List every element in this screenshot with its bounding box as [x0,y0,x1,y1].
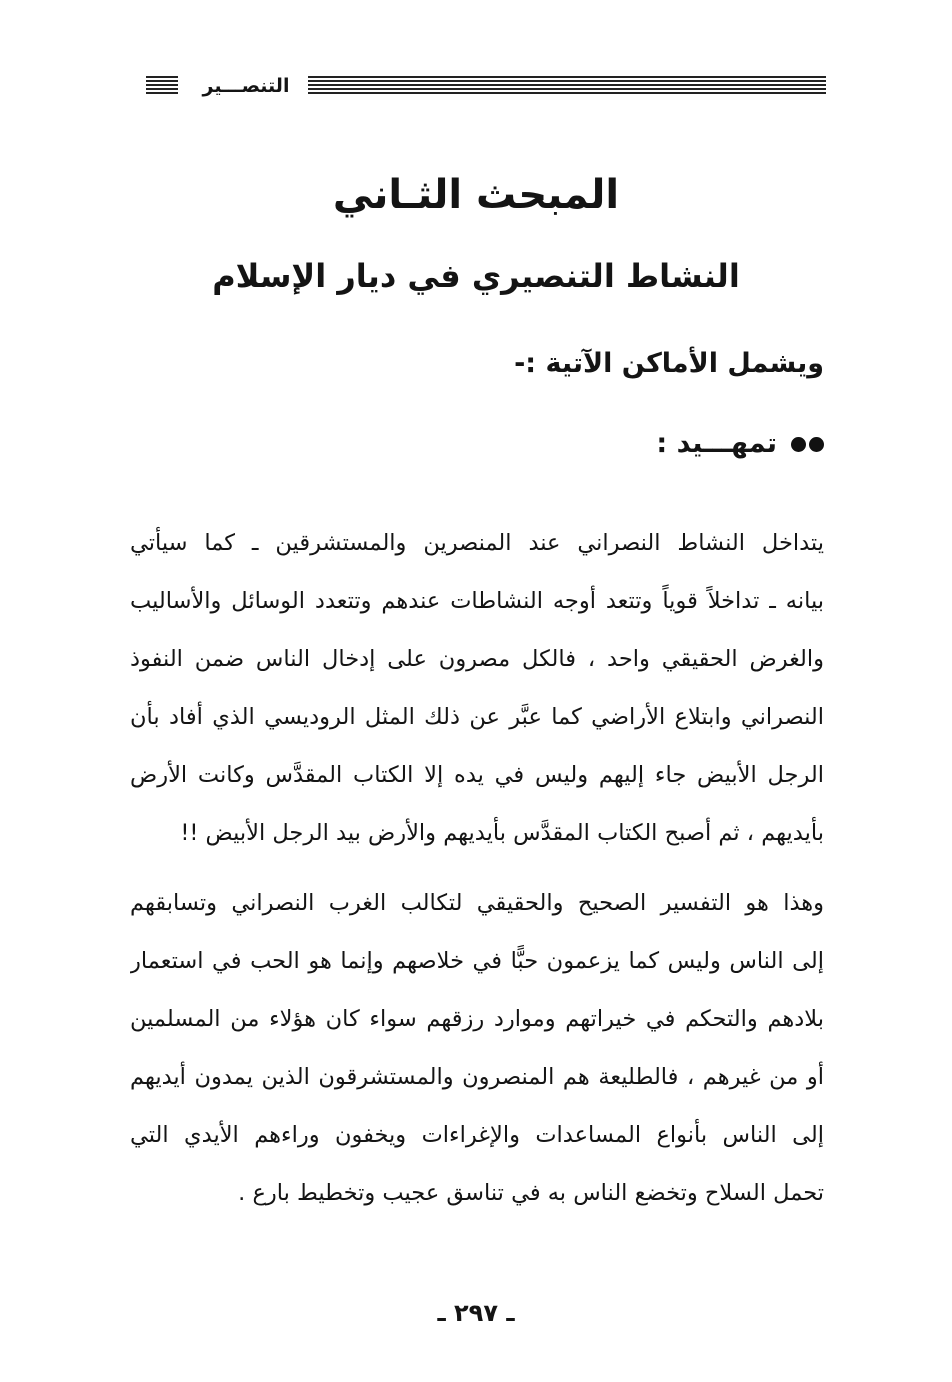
section-subtitle: النشاط التنصيري في ديار الإسلام [212,257,740,295]
paragraph-line: بأيديهم ، ثم أصبح الكتاب المقدَّس بأيديهم والأرض بيد الرجل الأبيض !! [180,820,824,846]
paragraph-line: وهذا هو التفسير الصحيح والحقيقي لتكالب الغرب النصراني وتسابقهم [130,890,824,916]
prelude-label: تمهـــيد : [656,428,777,459]
paragraph-line: إلى الناس بأنواع المساعدات والإغراءات ويخفون وراءهم الأيدي التي [130,1122,824,1148]
paragraph-line: تحمل السلاح وتخضع الناس به في تناسق عجيب وتخطيط بارع . [238,1180,824,1206]
intro-label: ويشمل الأماكن الآتية :- [514,348,824,379]
running-title: التنصـــير [202,75,290,97]
paragraph-line: والغرض الحقيقي واحد ، فالكل مصرون على إدخال الناس ضمن النفوذ [130,646,824,672]
paragraph-line: بيانه ـ تداخلاً قوياً وتتعد أوجه النشاطات عندهم وتتعدد الوسائل والأساليب [130,588,824,614]
paragraph-line: الرجل الأبيض جاء إليهم وليس في يده إلا الكتاب المقدَّس وكانت الأرض [130,762,824,788]
prelude-heading [656,422,824,466]
double-dot-bullet-icon [791,437,824,452]
paragraph-line: إلى الناس وليس كما يزعمون حبًّا في خلاصهم وإنما هو الحب في استعمار [130,948,824,974]
paragraph-line: النصراني وابتلاع الأراضي كما عبَّر عن ذلك المثل الروديسي الذي أفاد بأن [130,704,824,730]
header-rule-right [308,76,826,94]
header-rule-left [146,76,178,94]
paragraph-1 [130,514,824,862]
paragraph-line: يتداخل النشاط النصراني عند المنصرين والمستشرقين ـ كما سيأتي [130,530,824,556]
paragraph-line: أو من غيرهم ، فالطليعة هم المنصرون والمستشرقون الذين يمدون أيديهم [130,1064,824,1090]
section-title: المبحث الثـاني [332,172,620,218]
page-number: ـ ٢٩٧ ـ [437,1299,515,1327]
paragraph-2 [130,874,824,1222]
paragraph-line: بلادهم والتحكم في خيراتهم وموارد رزقهم سواء كان هؤلاء من المسلمين [130,1006,824,1032]
running-header [146,72,826,100]
